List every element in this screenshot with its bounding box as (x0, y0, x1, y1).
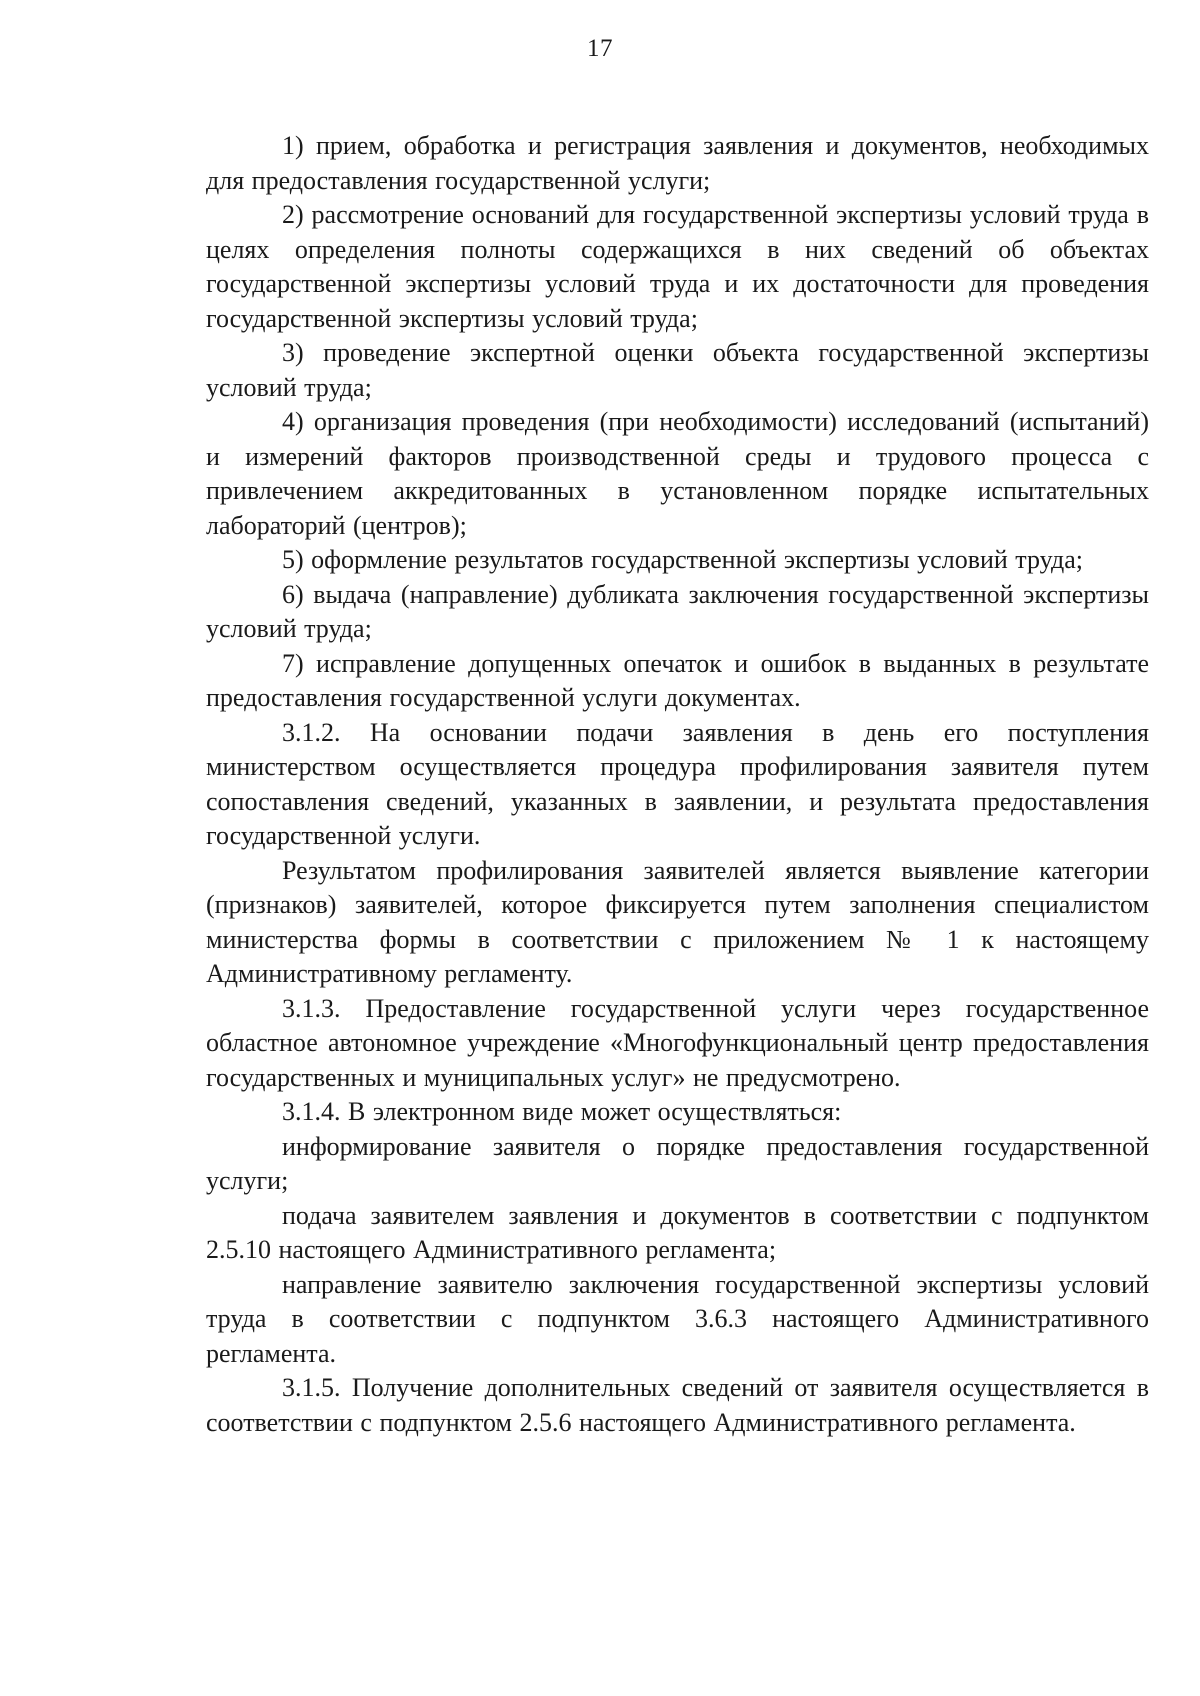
paragraph-3-1-2: 3.1.2. На основании подачи заявления в день его поступления министерством осуществляется процедура профилирования заявителя путем сопоставления сведений, указанных в заявлении, и результата предоставления государственной услуги. (206, 717, 1149, 850)
paragraph-3-1-4: 3.1.4. В электронном виде может осуществляться: (282, 1097, 842, 1126)
paragraph-item-4: 4) организация проведения (при необходимости) исследований (испытаний) и измерений факторов производственной среды и трудового процесса с привлечением аккредитованных в установленном порядке испытательных лабораторий (центров); (206, 407, 1149, 540)
paragraph-3-1-5: 3.1.5. Получение дополнительных сведений от заявителя осуществляется в соответствии с подпунктом 2.5.6 настоящего Административного регламента. (206, 1373, 1149, 1437)
paragraph-3-1-3: 3.1.3. Предоставление государственной услуги через государственное областное автономное учреждение «Многофункциональный центр предоставления государственных и муниципальных услуг» не предусмотрено. (206, 993, 1149, 1092)
paragraph-informing: информирование заявителя о порядке предоставления государственной услуги; (206, 1131, 1149, 1195)
paragraph-item-7: 7) исправление допущенных опечаток и ошибок в выданных в результате предоставления государственной услуги документах. (206, 648, 1149, 712)
page-number: 17 (587, 35, 613, 62)
paragraph-profiling-result: Результатом профилирования заявителей является выявление категории (признаков) заявителей, которое фиксируется путем заполнения специалистом министерства формы в соответствии с приложением № 1 к настоящему Административному регламенту. (206, 855, 1149, 988)
document-body (206, 129, 1149, 1440)
paragraph-item-2: 2) рассмотрение оснований для государственной экспертизы условий труда в целях определения полноты содержащихся в них сведений об объектах государственной экспертизы условий труда и их достаточности для проведения государственной экспертизы условий труда; (206, 200, 1149, 333)
paragraph-item-5: 5) оформление результатов государственной экспертизы условий труда; (282, 545, 1083, 574)
paragraph-conclusion-delivery: направление заявителю заключения государственной экспертизы условий труда в соответствии с подпунктом 3.6.3 настоящего Административного регламента. (206, 1269, 1149, 1368)
paragraph-submission: подача заявителем заявления и документов в соответствии с подпунктом 2.5.10 настоящего Административного регламента; (206, 1200, 1149, 1264)
paragraph-item-1: 1) прием, обработка и регистрация заявления и документов, необходимых для предоставления государственной услуги; (206, 131, 1149, 195)
paragraph-item-6: 6) выдача (направление) дубликата заключения государственной экспертизы условий труда; (206, 579, 1149, 643)
paragraph-item-3: 3) проведение экспертной оценки объекта государственной экспертизы условий труда; (206, 338, 1149, 402)
